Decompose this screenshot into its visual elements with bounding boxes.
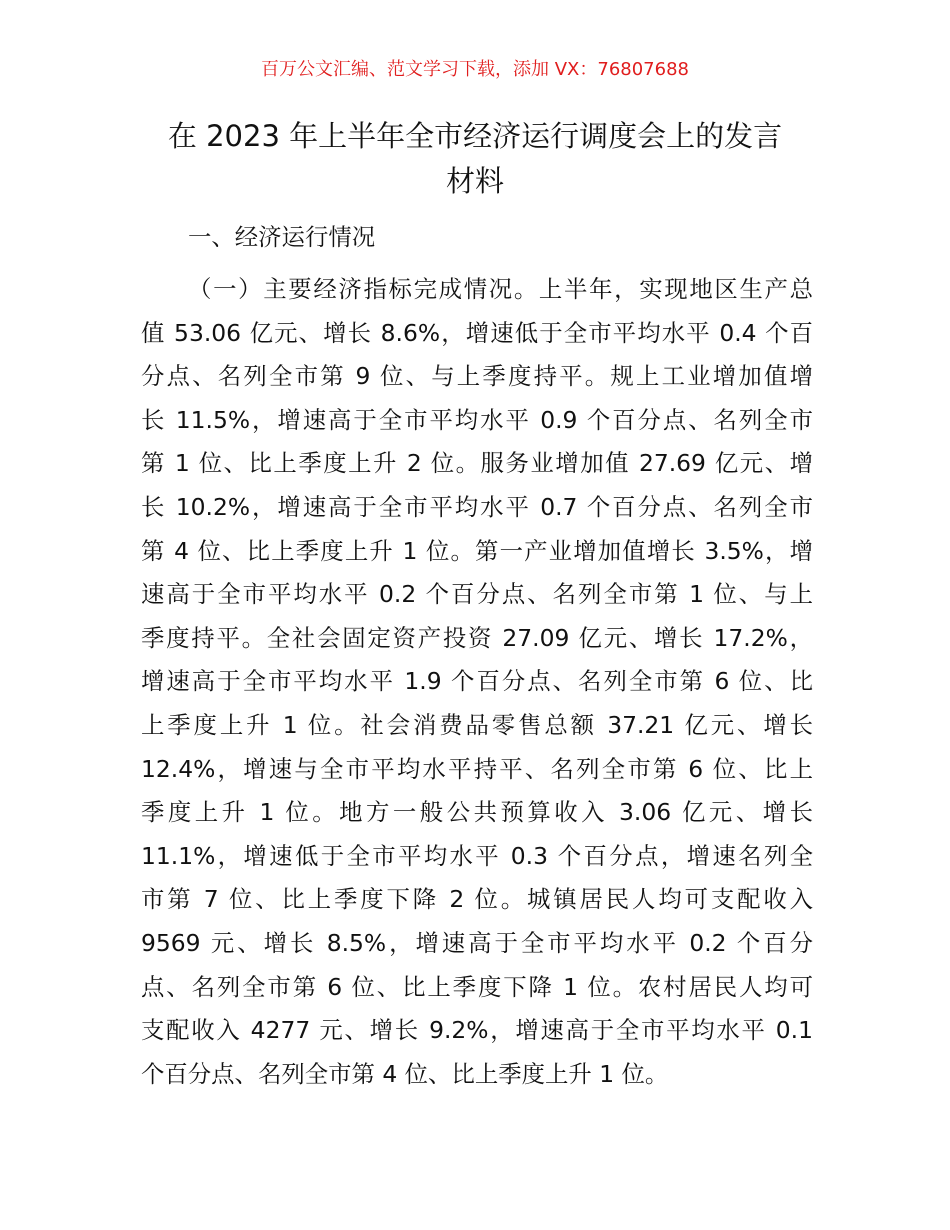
paragraph-line: 值 53.06 亿元、增长 8.6%，增速低于全市平均水平 0.4 个百 xyxy=(141,318,813,347)
paragraph-line: 第 1 位、比上季度上升 2 位。服务业增加值 27.69 亿元、增 xyxy=(141,449,813,478)
paragraph-line: 分点、名列全市第 9 位、与上季度持平。规上工业增加值增 xyxy=(141,362,813,391)
section-heading: 一、经济运行情况 xyxy=(188,223,376,251)
paragraph-line: 季度上升 1 位。地方一般公共预算收入 3.06 亿元、增长 xyxy=(141,798,813,827)
paragraph-line: 11.1%，增速低于全市平均水平 0.3 个百分点，增速名列全 xyxy=(141,841,813,870)
paragraph-line: （一）主要经济指标完成情况。上半年，实现地区生产总 xyxy=(188,275,813,303)
body-paragraph xyxy=(141,268,813,1096)
paragraph-line: 长 11.5%，增速高于全市平均水平 0.9 个百分点、名列全市 xyxy=(141,405,813,434)
paragraph-line: 季度持平。全社会固定资产投资 27.09 亿元、增长 17.2%， xyxy=(141,623,813,652)
paragraph-line: 支配收入 4277 元、增长 9.2%，增速高于全市平均水平 0.1 xyxy=(141,1016,813,1045)
paragraph-line: 增速高于全市平均水平 1.9 个百分点、名列全市第 6 位、比 xyxy=(141,667,813,696)
paragraph-line: 第 4 位、比上季度上升 1 位。第一产业增加值增长 3.5%，增 xyxy=(141,536,813,565)
paragraph-line: 12.4%，增速与全市平均水平持平、名列全市第 6 位、比上 xyxy=(141,754,813,783)
paragraph-line: 速高于全市平均水平 0.2 个百分点、名列全市第 1 位、与上 xyxy=(141,580,813,609)
paragraph-line: 9569 元、增长 8.5%，增速高于全市平均水平 0.2 个百分 xyxy=(141,928,813,957)
paragraph-line: 点、名列全市第 6 位、比上季度下降 1 位。农村居民人均可 xyxy=(141,972,813,1001)
title-line-1: 在 2023 年上半年全市经济运行调度会上的发言 xyxy=(167,119,783,153)
document-title xyxy=(138,114,812,204)
watermark-banner: 百万公文汇编、范文学习下载，添加 VX：76807688 xyxy=(261,59,689,80)
paragraph-line: 上季度上升 1 位。社会消费品零售总额 37.21 亿元、增长 xyxy=(141,710,813,739)
title-line-2: 材料 xyxy=(445,164,504,198)
paragraph-line: 市第 7 位、比上季度下降 2 位。城镇居民人均可支配收入 xyxy=(141,885,813,914)
paragraph-line: 长 10.2%，增速高于全市平均水平 0.7 个百分点、名列全市 xyxy=(141,492,813,521)
paragraph-line: 个百分点、名列全市第 4 位、比上季度上升 1 位。 xyxy=(141,1059,669,1088)
